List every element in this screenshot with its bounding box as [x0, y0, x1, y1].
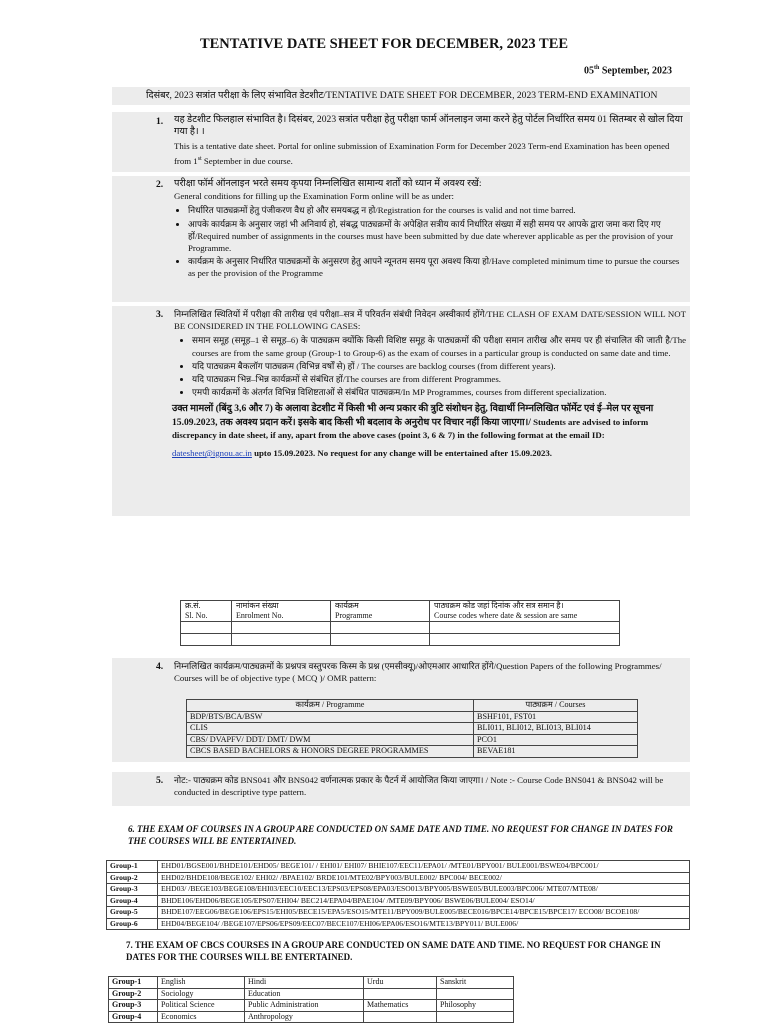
- empty-cell: [430, 634, 620, 646]
- empty-cell: [331, 634, 430, 646]
- section-3-item: • एमपी कार्यक्रमों के अंतर्गत विभिन्न विशिष्टताओं से संबंधित पाठ्यक्रम/In MP Programmes, courses from different specialization.: [192, 386, 686, 398]
- courses-cell: BLI011, BLI012, BLI013, BLI014: [474, 723, 638, 735]
- discrepancy-format-table: [180, 600, 620, 646]
- section-3-note-hindi: उक्त मामलों (बिंदु 3,6 और 7) के अलावा डेटशीट में किसी भी अन्य प्रकार की त्रुटि संशोधन हेतु, विद्यार्थी निम्नलिखित फॉर्मेट एवं ई–मेल पर सूचना 15.09.2023, तक अवश्य प्रदान करें। इसके बाद किसी भी बदलाव के अनुरोध पर विचार नहीं किया जाएगा।/: [172, 403, 654, 428]
- empty-cell: [181, 622, 232, 634]
- group-courses: EHD02/BHDE108/BEGE102/ EHI02/ /BPAE102/ BRDE101/MTE02/BPY003/BULE002/ BPC004/ BECE002/: [158, 872, 690, 884]
- section-1-english: [174, 140, 686, 166]
- format-header-en: Enrolment No.: [236, 611, 284, 620]
- section-6-heading: 6. THE EXAM OF COURSES IN A GROUP ARE CONDUCTED ON SAME DATE AND TIME. NO REQUEST FOR CHANGE IN DATES FOR THE COURSES WILL BE ENTERTAINED.: [128, 824, 673, 846]
- programme-cell: BDP/BTS/BCA/BSW: [187, 711, 474, 723]
- table-row: [187, 711, 638, 723]
- section-7-heading: 7. THE EXAM OF CBCS COURSES IN A GROUP ARE CONDUCTED ON SAME DATE AND TIME. NO REQUEST FOR CHANGE IN DATES FOR THE COURSES WILL BE ENTERTAINED.: [126, 940, 661, 962]
- format-header-cell: [232, 601, 331, 622]
- programme-cell: CBCS BASED BACHELORS & HONORS DEGREE PROGRAMMES: [187, 746, 474, 758]
- cbcs-group-table: [108, 976, 514, 1023]
- format-header-en: Course codes where date & session are same: [434, 611, 578, 620]
- subject-cell: [437, 1011, 514, 1023]
- section-2-list: [174, 204, 686, 279]
- section-3-note-english: Students are advised to inform discrepancy in date sheet, if any, apart from the above cases (point 3, 6 & 7) in the following format at the email ID:: [172, 416, 649, 440]
- section-3-text: निम्नलिखित स्थितियों में परीक्षा की तारीख एवं परीक्षा–सत्र में परिवर्तन संबंधी निवेदन अस्वीकार्य होंगे/THE CLASH OF EXAM DATE/SESSION WILL NOT BE CONSIDERED IN THE FOLLOWING CASES:: [174, 309, 686, 332]
- table-row: [107, 861, 690, 873]
- format-empty-row: [181, 634, 620, 646]
- mcq-header-courses: पाठ्यक्रम / Courses: [474, 700, 638, 712]
- empty-cell: [430, 622, 620, 634]
- section-2: [112, 176, 690, 302]
- courses-cell: BSHF101, FST01: [474, 711, 638, 723]
- section-3-number: 3.: [156, 309, 164, 320]
- subject-cell: Philosophy: [437, 1000, 514, 1012]
- empty-cell: [232, 634, 331, 646]
- format-header-hi: कार्यक्रम: [335, 601, 359, 610]
- section-2-english: General conditions for filling up the Examination Form online will be as under:: [174, 191, 454, 202]
- table-row: [187, 734, 638, 746]
- subject-cell: Anthropology: [245, 1011, 364, 1023]
- section-3-item: • समान समूह (समूह–1 से समूह–6) के पाठ्यक्रम क्योंकि किसी विशिष्ट समूह के पाठ्यक्रमों की परीक्षा समान तारीख और समय पर ही संचालित की जाती है/The courses are from the same group (Group-1 to Group-6) as the exam of courses in a particular group is conducted on same date and time.: [192, 334, 686, 358]
- group-courses-table: [106, 860, 690, 930]
- header-band: दिसंबर, 2023 सत्रांत परीक्षा के लिए संभावित डेटशीट/TENTATIVE DATE SHEET FOR DECEMBER, 2023 TERM-END EXAMINATION: [112, 87, 690, 105]
- section-2-item: • कार्यक्रम के अनुसार निर्धारित पाठ्यक्रमों के अनुसरण हेतु आपने न्यूनतम समय पूरा अवश्य किया हो/Have completed minimum time to pursue the courses as per the provision of the Programme: [188, 255, 686, 279]
- group-courses: EHD03/ /BEGE103/BEGE108/EHI03/EEC10/EEC13/EPS03/EPS08/EPA03/ESO013/BPY005/BSWE05/BULE003/BPC006/ MTE07/MTE08/: [158, 884, 690, 896]
- subject-cell: English: [158, 977, 245, 989]
- format-header-en: Programme: [335, 611, 373, 620]
- section-3: [112, 306, 690, 516]
- section-3-note: [172, 402, 684, 459]
- format-header-hi: नामांकन संख्या: [236, 601, 279, 610]
- subject-cell: Sociology: [158, 988, 245, 1000]
- subject-cell: [437, 988, 514, 1000]
- group-label: Group-1: [109, 977, 158, 989]
- mcq-header-programme: कार्यक्रम / Programme: [187, 700, 474, 712]
- subject-cell: Political Science: [158, 1000, 245, 1012]
- format-header-cell: [181, 601, 232, 622]
- table-row: [107, 895, 690, 907]
- table-row: [109, 977, 514, 989]
- empty-cell: [331, 622, 430, 634]
- subject-cell: Public Administration: [245, 1000, 364, 1012]
- email-tail: upto 15.09.2023. No request for any change will be entertained after 15.09.2023.: [254, 448, 552, 459]
- section-1-number: 1.: [156, 116, 164, 127]
- group-label: Group-2: [107, 872, 158, 884]
- subject-cell: Economics: [158, 1011, 245, 1023]
- page-title: TENTATIVE DATE SHEET FOR DECEMBER, 2023 TEE: [199, 36, 569, 52]
- subject-cell: [364, 1011, 437, 1023]
- section-4-number: 4.: [156, 661, 164, 672]
- subject-cell: Mathematics: [364, 1000, 437, 1012]
- group-label: Group-2: [109, 988, 158, 1000]
- table-row: [107, 884, 690, 896]
- format-header-row: [181, 601, 620, 622]
- document-date: [584, 65, 672, 76]
- section-3-list: [174, 334, 686, 398]
- section-2-item: • निर्धारित पाठ्यक्रमों हेतु पंजीकरण वैध हो और समयबद्ध न हो/Registration for the courses is valid and not time barred.: [188, 204, 686, 216]
- section-5-text: नोट:- पाठ्यक्रम कोड BNS041 और BNS042 वर्णनात्मक प्रकार के पैटर्न में आयोजित किया जाएगा। / Note :- Course Code BNS041 & BNS042 will be conducted in descriptive type pattern.: [174, 775, 664, 798]
- section-2-number: 2.: [156, 179, 164, 190]
- table-row: [109, 988, 514, 1000]
- group-courses: EHD01/BGSE001/BHDE101/EHD05/ BEGE101/ / EHI01/ EHI07/ BHIE107/EEC11/EPA01/ /MTE01/BPY001/ BULE001/BSWE04/BPC001/: [158, 861, 690, 873]
- empty-cell: [232, 622, 331, 634]
- email-link[interactable]: datesheet@ignou.ac.in: [172, 448, 252, 459]
- table-row: [107, 907, 690, 919]
- date-suffix: th: [593, 65, 600, 71]
- date-day: 05: [583, 65, 594, 77]
- programme-cell: CLIS: [187, 723, 474, 735]
- section-1-english-sup: st: [197, 155, 202, 162]
- group-courses: BHDE106/EHD06/BEGE105/EPS07/EHI04/ BEC214/EPA04/BPAE104/ /MTE09/BPY006/ BSWE06/BULE004/ ESO14/: [158, 895, 690, 907]
- section-4-text: निम्नलिखित कार्यक्रम/पाठ्यक्रमों के प्रश्नपत्र वस्तुपरक किस्म के प्रश्न (एमसीक्यू)/ओएमआर आधारित होंगे/Question Papers of the following Programmes/ Courses will be of objective type ( MCQ )/ OMR pattern:: [174, 661, 662, 684]
- section-2-hindi: परीक्षा फॉर्म ऑनलाइन भरते समय कृपया निम्नलिखित सामान्य शर्तों को ध्यान में अवश्य रखें:: [174, 178, 482, 189]
- table-row: [109, 1000, 514, 1012]
- group-label: Group-3: [109, 1000, 158, 1012]
- table-row: [187, 723, 638, 735]
- table-row: [107, 918, 690, 930]
- group-courses: EHD04/BEGE104/ /BEGE107/EPS06/EPS09/EEC07/BECE107/EHI06/EPA06/ESO16/MTE13/BPY011/ BULE006/: [158, 918, 690, 930]
- subject-cell: [364, 988, 437, 1000]
- group-label: Group-6: [107, 918, 158, 930]
- empty-cell: [181, 634, 232, 646]
- subject-cell: Sanskrit: [437, 977, 514, 989]
- format-header-cell: [430, 601, 620, 622]
- courses-cell: BEVAE181: [474, 746, 638, 758]
- section-1: [112, 112, 690, 172]
- section-3-email-line: [172, 447, 684, 459]
- table-row: [187, 746, 638, 758]
- format-header-hi: क्र.सं.: [185, 601, 201, 610]
- subject-cell: Education: [245, 988, 364, 1000]
- format-header-hi: पाठ्यक्रम कोड जहां दिनांक और सत्र समान है।: [434, 601, 564, 610]
- table-row: [109, 1011, 514, 1023]
- group-courses: BHDE107/EEG06/BEGE106/EPS15/EHI05/BECE15/EPA5/ESO15/MTE11/BPY009/BULE005/BECE016/BPCE14/BPCE15/BPCE17/ ECO08/ BCOE108/: [158, 907, 690, 919]
- group-label: Group-4: [107, 895, 158, 907]
- subject-cell: Hindi: [245, 977, 364, 989]
- group-label: Group-1: [107, 861, 158, 873]
- group-label: Group-3: [107, 884, 158, 896]
- section-3-item: • यदि पाठ्यक्रम भिन्न–भिन्न कार्यक्रमों से संबंधित हों/The courses are from different Programmes.: [192, 373, 686, 385]
- section-2-item: • आपके कार्यक्रम के अनुसार जहां भी अनिवार्य हो, संबद्ध पाठ्यक्रमों के अपेक्षित सत्रीय कार्य निर्धारित संख्या में सही समय पर आपके द्वारा जमा करा दिए गए हों/Required number of assignments in the courses must have been submitted by due date wherever applicable as per the provision of your Programme.: [188, 218, 686, 255]
- group-label: Group-4: [109, 1011, 158, 1023]
- group-label: Group-5: [107, 907, 158, 919]
- section-3-item: • यदि पाठ्यक्रम बैकलॉग पाठ्यक्रम (विभिन्न वर्षों से) हों / The courses are backlog courses (from different years).: [192, 360, 686, 372]
- date-rest: September, 2023: [599, 65, 672, 77]
- programme-cell: CBS/ DVAPFV/ DDT/ DMT/ DWM: [187, 734, 474, 746]
- format-empty-row: [181, 622, 620, 634]
- section-1-english-b: September in due course.: [201, 155, 293, 166]
- section-1-english-a: This is a tentative date sheet. Portal for online submission of Examination Form for December 2023 Term-end Examination has been opened from 1: [174, 141, 670, 166]
- courses-cell: PCO1: [474, 734, 638, 746]
- section-1-hindi: यह डेटशीट फिलहाल संभावित है। दिसंबर, 2023 सत्रांत परीक्षा हेतु परीक्षा फार्म ऑनलाइन जमा करने हेतु पोर्टल निर्धारित समय 01 सितम्बर से खोल दिया गया है। ।: [174, 114, 683, 138]
- subject-cell: Urdu: [364, 977, 437, 989]
- table-row: [107, 872, 690, 884]
- mcq-courses-table: [186, 699, 638, 758]
- format-header-cell: [331, 601, 430, 622]
- mcq-header-row: [187, 700, 638, 712]
- format-header-en: Sl. No.: [185, 611, 208, 620]
- section-5: [112, 772, 690, 806]
- section-5-number: 5.: [156, 775, 164, 786]
